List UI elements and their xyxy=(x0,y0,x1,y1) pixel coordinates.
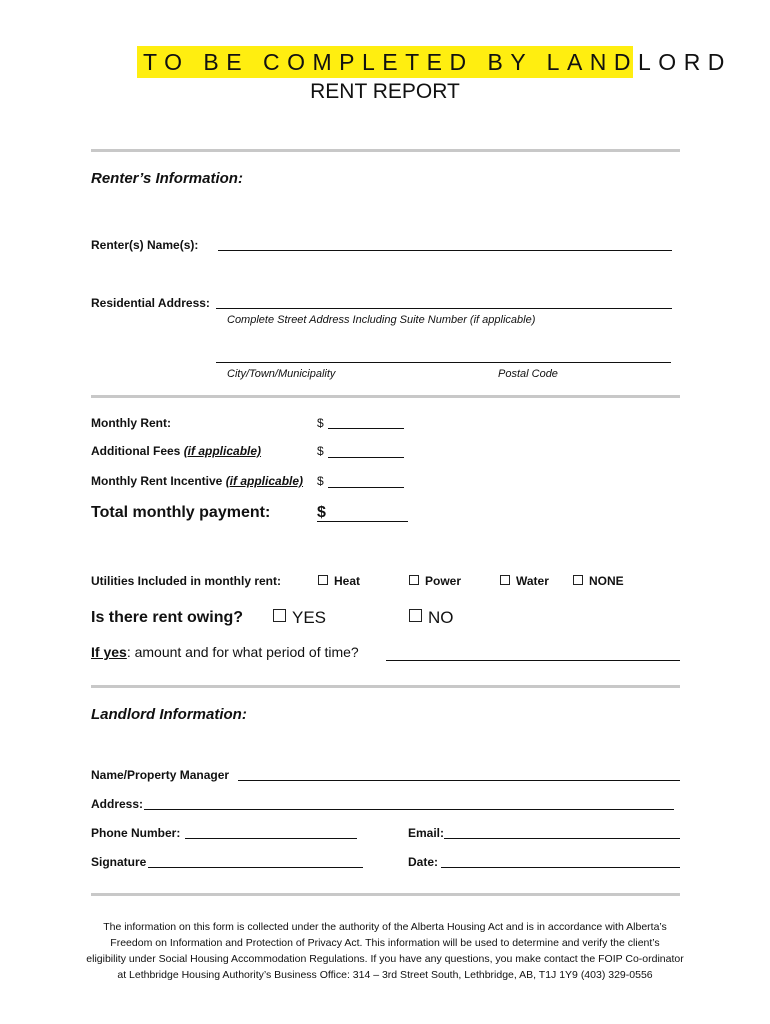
owing-followup: If yes: amount and for what period of time? xyxy=(91,644,359,660)
total-payment-field[interactable] xyxy=(317,521,408,522)
additional-fees-label: Additional Fees (if applicable) xyxy=(91,444,262,458)
currency-symbol: $ xyxy=(317,504,326,521)
divider xyxy=(91,685,680,688)
renter-names-field[interactable] xyxy=(218,250,672,251)
date-label: Date: xyxy=(408,855,439,869)
currency-symbol: $ xyxy=(317,474,324,488)
signature-field[interactable] xyxy=(148,867,363,868)
checkbox-icon xyxy=(409,609,422,622)
address-label: Residential Address: xyxy=(91,296,210,310)
renter-names-label: Renter(s) Name(s): xyxy=(91,238,199,252)
owing-period-field[interactable] xyxy=(386,660,680,661)
checkbox-icon xyxy=(409,575,419,585)
address-field[interactable] xyxy=(216,308,672,309)
checkbox-icon xyxy=(318,575,328,585)
utilities-label: Utilities Included in monthly rent: xyxy=(91,574,282,588)
divider xyxy=(91,893,680,896)
utility-water-checkbox[interactable]: Water xyxy=(500,574,549,588)
email-label: Email: xyxy=(408,826,445,840)
if-yes-label: If yes xyxy=(91,644,127,660)
utility-power-checkbox[interactable]: Power xyxy=(409,574,461,588)
manager-label: Name/Property Manager xyxy=(91,768,230,782)
currency-symbol: $ xyxy=(317,416,324,430)
landlord-address-field[interactable] xyxy=(144,809,674,810)
checkbox-icon xyxy=(500,575,510,585)
incentive-field[interactable] xyxy=(328,487,404,488)
checkbox-icon xyxy=(573,575,583,585)
phone-field[interactable] xyxy=(185,838,357,839)
owing-no-checkbox[interactable]: NO xyxy=(409,608,454,628)
divider xyxy=(91,395,680,398)
total-payment-label: Total monthly payment: xyxy=(91,504,271,521)
utility-heat-checkbox[interactable]: Heat xyxy=(318,574,360,588)
postal-caption: Postal Code xyxy=(498,368,558,380)
monthly-rent-field[interactable] xyxy=(328,428,404,429)
currency-symbol: $ xyxy=(317,444,324,458)
address-caption: Complete Street Address Including Suite Number (if applicable) xyxy=(227,314,536,326)
monthly-rent-label: Monthly Rent: xyxy=(91,416,171,430)
banner-text: TO BE COMPLETED BY LANDLORD xyxy=(143,49,732,75)
signature-label: Signature xyxy=(91,855,147,869)
additional-fees-field[interactable] xyxy=(328,457,404,458)
banner xyxy=(137,46,732,78)
additional-fees-note: (if applicable) xyxy=(183,444,262,458)
owing-yes-checkbox[interactable]: YES xyxy=(273,608,326,628)
landlord-address-label: Address: xyxy=(91,797,144,811)
incentive-label: Monthly Rent Incentive (if applicable) xyxy=(91,474,304,488)
divider xyxy=(91,149,680,152)
rent-owing-question: Is there rent owing? xyxy=(91,609,244,626)
landlord-section-title: Landlord Information: xyxy=(91,706,247,723)
date-field[interactable] xyxy=(441,867,680,868)
incentive-note: (if applicable) xyxy=(225,474,304,488)
phone-label: Phone Number: xyxy=(91,826,181,840)
privacy-notice: The information on this form is collected under the authority of the Alberta Housing Act and is in accordance with Alberta’s Freedom on Information and Protection of Privacy Act. This information will be used to determine and verify the client’s eligibility under Social Housing Accommodation Regulations. If you have any questions, you make contact the FOIP Co-ordinator at Lethbridge Housing Authority’s Business Office: 314 – 3rd Street South, Lethbridge, AB, T1J 1Y9 (403) 329-0556 xyxy=(86,921,684,981)
email-field[interactable] xyxy=(444,838,680,839)
renter-section-title: Renter’s Information: xyxy=(91,170,243,187)
page-title: RENT REPORT xyxy=(310,80,460,103)
utility-none-checkbox[interactable]: NONE xyxy=(573,574,624,588)
manager-field[interactable] xyxy=(238,780,680,781)
checkbox-icon xyxy=(273,609,286,622)
city-caption: City/Town/Municipality xyxy=(227,368,336,380)
city-postal-field[interactable] xyxy=(216,362,671,363)
